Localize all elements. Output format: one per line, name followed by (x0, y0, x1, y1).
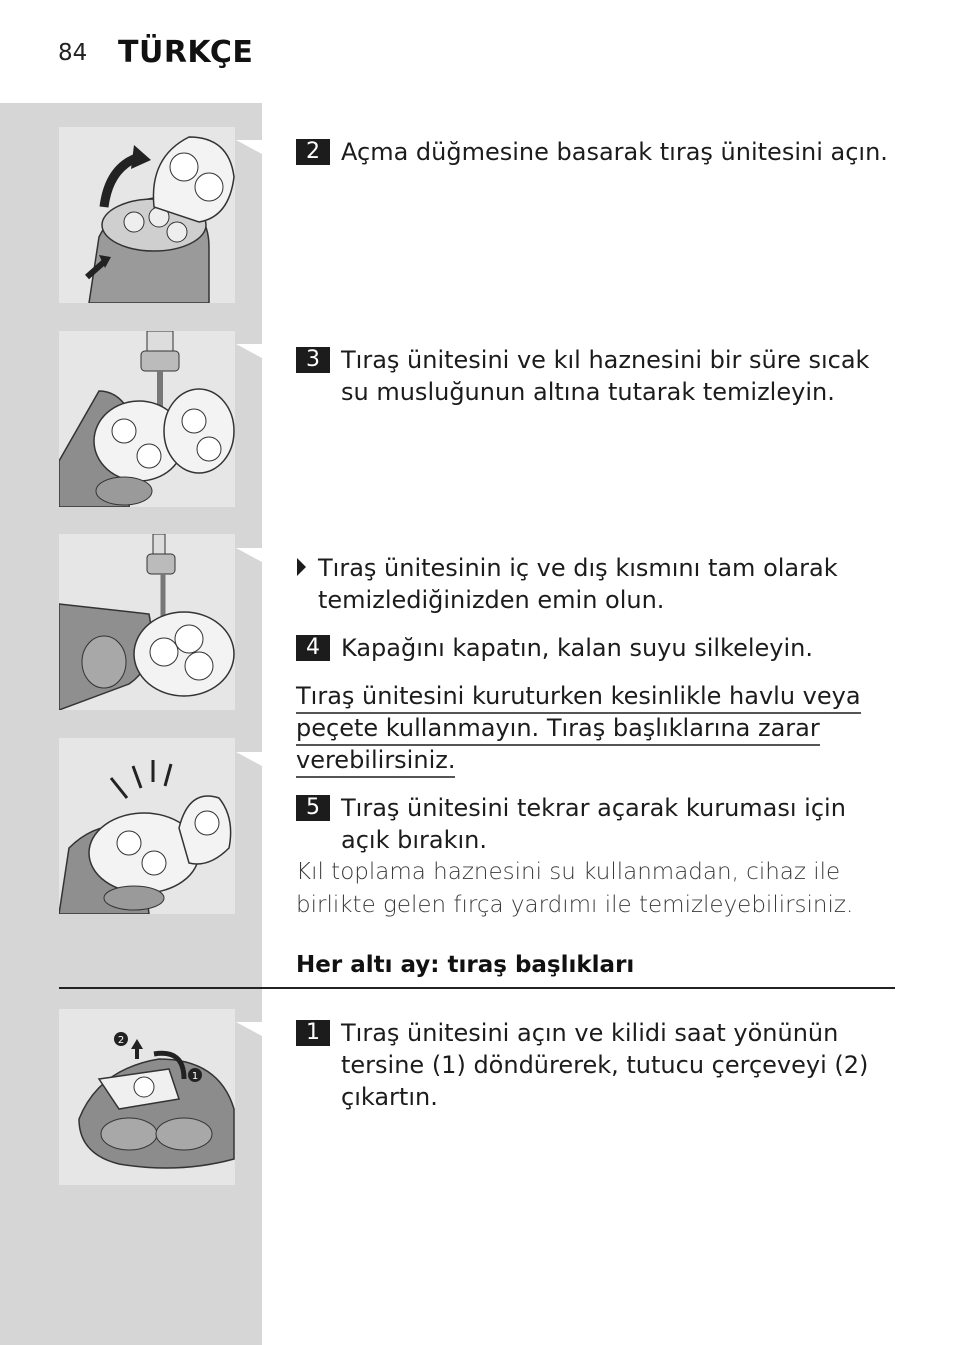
shaver-rinse-icon (59, 331, 235, 507)
step-text: Tıraş ünitesini açın ve kilidi saat yönünün tersine (1) döndürerek, tutucu çerçeveyi (2) çıkartın. (341, 1019, 869, 1111)
step-number-badge: 2 (296, 139, 330, 165)
section-title: Her altı ay: tıraş başlıkları (296, 952, 635, 978)
bullet-note-text: Tıraş ünitesinin iç ve dış kısmını tam olarak temizlediğinizden emin olun. (318, 554, 838, 614)
step-number-badge: 4 (296, 635, 330, 661)
shaver-open-icon (59, 127, 235, 303)
step-text: Tıraş ünitesini ve kıl haznesini bir süre sıcak su musluğunun altına tutarak temizleyin. (341, 346, 870, 406)
step-number-badge: 3 (296, 347, 330, 373)
language-heading: TÜRKÇE (118, 35, 254, 70)
step-text: Kapağını kapatın, kalan suyu silkeleyin. (341, 634, 813, 662)
step-text: Tıraş ünitesini tekrar açarak kuruması için açık bırakın. (341, 794, 846, 854)
warning-line: verebilirsiniz. (296, 746, 455, 778)
callout-1: 1 (191, 1071, 199, 1082)
warning-line: Tıraş ünitesini kuruturken kesinlikle havlu veya (296, 682, 861, 714)
illustration-pointer (236, 344, 262, 358)
illustration-pointer (236, 548, 262, 562)
illustration-pointer (236, 1022, 262, 1036)
shaver-retaining-frame-icon (59, 1009, 235, 1185)
bullet-icon (297, 558, 306, 576)
illustration-pointer (236, 752, 262, 766)
step-number-badge: 5 (296, 795, 330, 821)
note-text: Kıl toplama haznesini su kullanmadan, cihaz ile birlikte gelen fırça yardımı ile temizleyebilirsiniz. (296, 859, 854, 918)
shaver-rinse-closed-icon (59, 534, 235, 710)
warning-line: peçete kullanmayın. Tıraş başlıklarına zarar (296, 714, 820, 746)
step-number-badge: 1 (296, 1020, 330, 1046)
shaver-shake-dry-icon (59, 738, 235, 914)
step-text: Açma düğmesine basarak tıraş ünitesini açın. (341, 138, 888, 166)
illustration-pointer (236, 140, 262, 154)
section-divider (59, 987, 895, 989)
page-number: 84 (58, 40, 88, 66)
callout-2: 2 (117, 1035, 125, 1046)
